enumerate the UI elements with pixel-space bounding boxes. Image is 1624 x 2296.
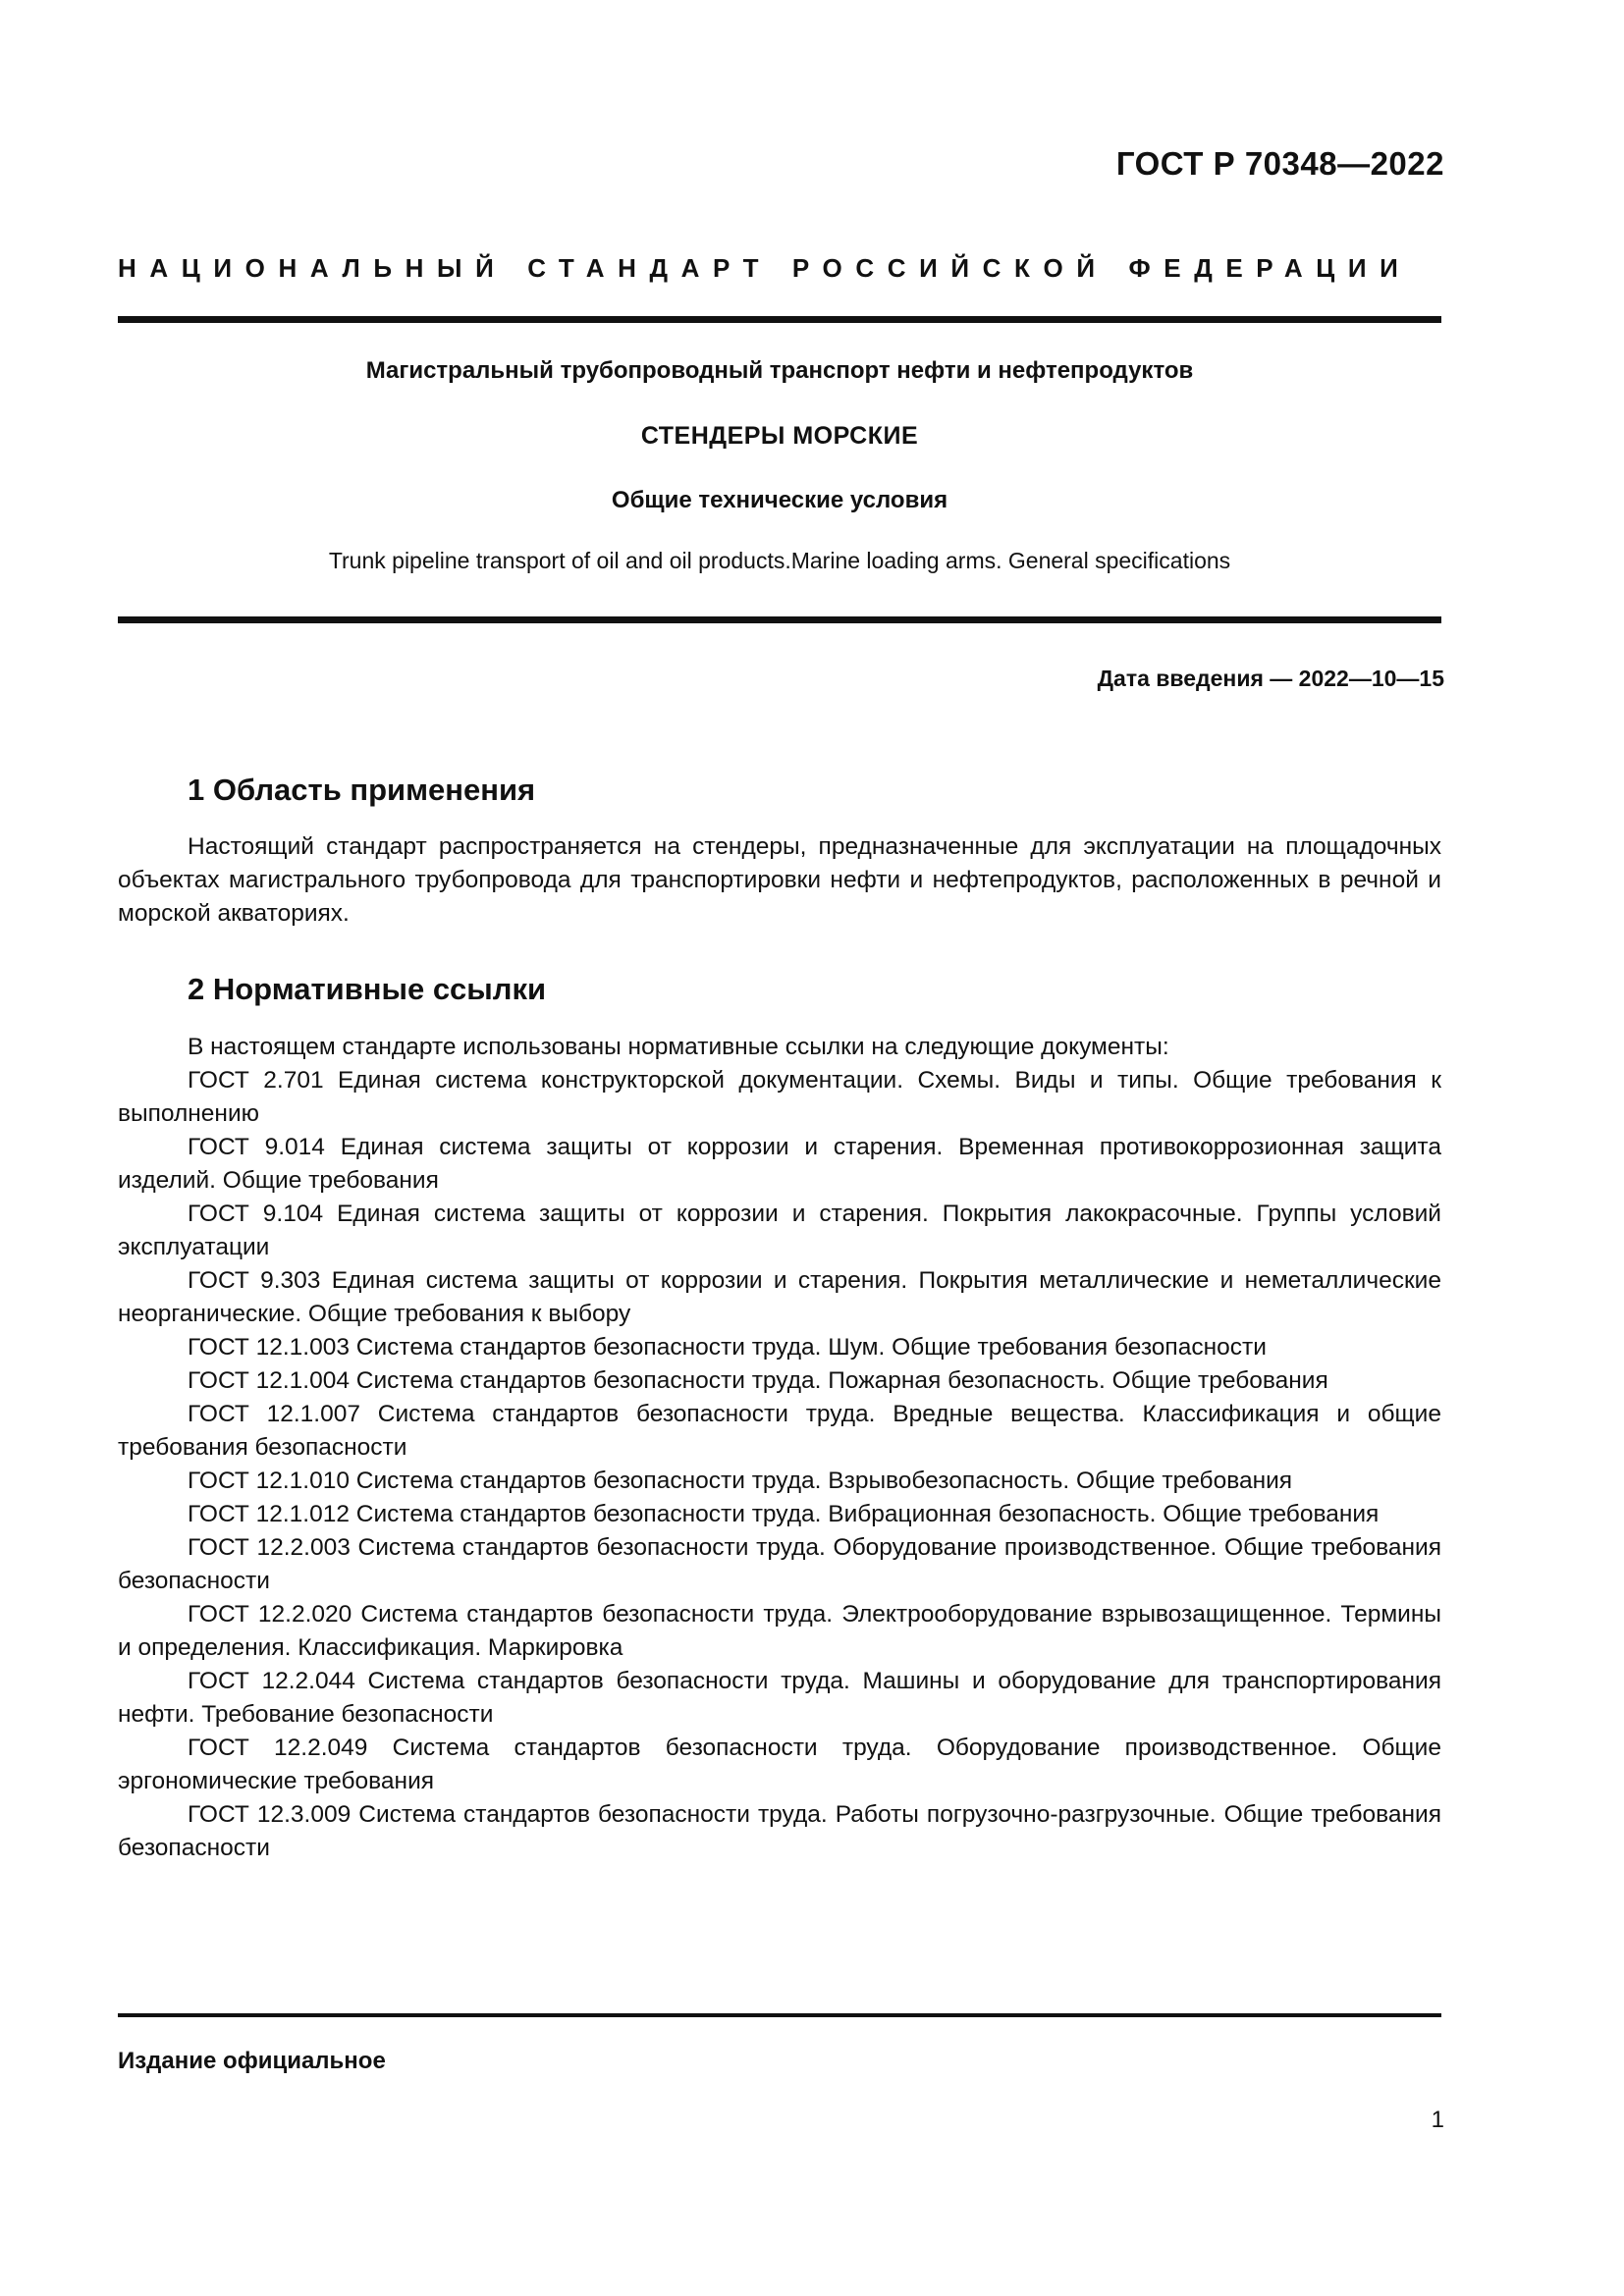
references-section — [118, 1031, 1441, 1865]
reference-item: ГОСТ 12.1.012 Система стандартов безопасности труда. Вибрационная безопасность. Общие требования — [188, 1501, 1380, 1527]
page-number: 1 — [1431, 2107, 1444, 2133]
english-title: Trunk pipeline transport of oil and oil products.Marine loading arms. General specifications — [328, 548, 1231, 573]
subject-title: Магистральный трубопроводный транспорт нефти и нефтепродуктов — [365, 357, 1194, 384]
sub-title: Общие технические условия — [611, 487, 948, 513]
reference-item: ГОСТ 12.3.009 Система стандартов безопасности труда. Работы погрузочно-разгрузочные. Общие требования безопасности — [118, 1801, 1441, 1861]
reference-item: ГОСТ 12.1.003 Система стандартов безопасности труда. Шум. Общие требования безопасности — [188, 1334, 1267, 1361]
introduction-date: Дата введения — 2022—10—15 — [1097, 666, 1444, 691]
main-title: СТЕНДЕРЫ МОРСКИЕ — [640, 422, 919, 450]
scope-section — [118, 830, 1441, 931]
section-heading-references: 2 Нормативные ссылки — [188, 972, 547, 1006]
footer-rule — [118, 2013, 1441, 2017]
top-rule — [118, 316, 1441, 323]
reference-item: ГОСТ 12.2.003 Система стандартов безопасности труда. Оборудование производственное. Общие требования безопасности — [118, 1534, 1441, 1594]
section-heading-scope: 1 Область применения — [188, 773, 536, 807]
reference-item: ГОСТ 12.1.010 Система стандартов безопасности труда. Взрывобезопасность. Общие требования — [188, 1468, 1293, 1494]
reference-item: ГОСТ 2.701 Единая система конструкторской документации. Схемы. Виды и типы. Общие требования к выполнению — [118, 1067, 1441, 1127]
title-rule — [118, 616, 1441, 623]
scope-paragraph: Настоящий стандарт распространяется на стендеры, предназначенные для эксплуатации на площадочных объектах магистрального трубопровода для транспортировки нефти и нефтепродуктов, расположенных в речной и морской акваториях. — [118, 833, 1441, 927]
document-code: ГОСТ Р 70348—2022 — [1115, 145, 1444, 182]
reference-item: ГОСТ 12.2.020 Система стандартов безопасности труда. Электрооборудование взрывозащищенное. Термины и определения. Классификация. Маркировка — [118, 1601, 1441, 1661]
reference-item: ГОСТ 12.1.007 Система стандартов безопасности труда. Вредные вещества. Классификация и общие требования безопасности — [118, 1401, 1441, 1461]
national-standard-title: НАЦИОНАЛЬНЫЙ СТАНДАРТ РОССИЙСКОЙ ФЕДЕРАЦИИ — [118, 253, 1412, 283]
reference-item: ГОСТ 12.1.004 Система стандартов безопасности труда. Пожарная безопасность. Общие требования — [188, 1367, 1328, 1394]
reference-item: ГОСТ 9.104 Единая система защиты от коррозии и старения. Покрытия лакокрасочные. Группы условий эксплуатации — [118, 1201, 1441, 1260]
reference-item: ГОСТ 12.2.049 Система стандартов безопасности труда. Оборудование производственное. Общие эргономические требования — [118, 1735, 1441, 1794]
edition-note: Издание официальное — [118, 2048, 386, 2074]
reference-item: ГОСТ 9.014 Единая система защиты от коррозии и старения. Временная противокоррозионная защита изделий. Общие требования — [118, 1134, 1441, 1194]
references-intro: В настоящем стандарте использованы нормативные ссылки на следующие документы: — [188, 1034, 1169, 1060]
reference-item: ГОСТ 12.2.044 Система стандартов безопасности труда. Машины и оборудование для транспортирования нефти. Требование безопасности — [118, 1668, 1441, 1728]
reference-item: ГОСТ 9.303 Единая система защиты от коррозии и старения. Покрытия металлические и неметаллические неорганические. Общие требования к выбору — [118, 1267, 1441, 1327]
